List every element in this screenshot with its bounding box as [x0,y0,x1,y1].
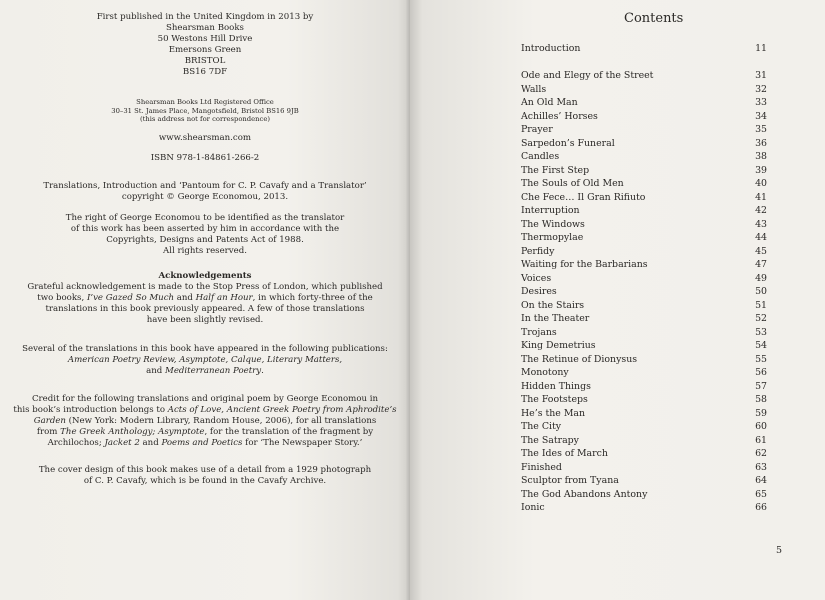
toc-entry-title: Ode and Elegy of the Street [521,70,654,81]
toc-entry-title: The God Abandons Antony [521,488,648,500]
cover-note: The cover design of this book makes use of a detail from a 1929 photograph of C. P. Cavafy, which is be found in the Cavafy Archive. [38,465,372,486]
toc-entry-page: 61 [755,434,767,446]
rights-notice: The right of George Economou to be identified as the translator of this work has been asserted by him in accordance with the Copyrights, Designs and Patents Act of 1988. All rights reserved. [65,213,345,256]
toc-entry-title: Prayer [521,124,553,135]
toc-entry-title: Desires [521,286,557,297]
toc-entry [521,205,767,218]
toc-entry-page: 60 [755,421,767,432]
toc-entry [521,138,767,151]
toc-entry-page: 11 [755,43,767,54]
toc-entry-title: The Ides of March [521,448,608,459]
toc-entry-title: The Souls of Old Men [521,178,624,189]
toc-entry [521,394,767,407]
toc-entry-title: He’s the Man [521,407,586,419]
office-block [0,98,410,124]
toc-entry-title: Sarpedon’s Funeral [521,137,615,149]
credits-note: Credit for the following translations and original poem by George Economou in this book’s introduction belongs to Acts of Love, Ancient Greek Poetry from Aphrodite’s Garden (New York: Modern Library, Random House, 2006), for all translations from The Greek Anthology; Asymptote, for the translation of the fragment by Archilochos; Jacket 2 and Poems and Poetics for ‘The Newspaper Story.’ [13,394,397,448]
toc-entry-page: 62 [755,448,767,459]
publisher-line: Shearsman Books [166,23,244,33]
publisher-line: Emersons Green [168,45,242,55]
toc-entry-page: 41 [755,191,767,203]
toc-entry-page: 49 [755,272,767,284]
toc-entry-page: 32 [755,83,767,95]
toc-entry [521,327,767,340]
toc-entry-title: Sculptor from Tyana [521,475,619,486]
left-page [0,0,410,600]
toc-entry [521,43,767,56]
toc-entry-title: Thermopylae [521,232,584,243]
toc-entry [521,232,767,245]
publisher-line: First published in the United Kingdom in 2013 by [96,12,314,22]
toc-entry-title: Waiting for the Barbarians [521,259,648,270]
toc-entry-title: Trojans [521,326,557,338]
office-line: Shearsman Books Ltd Registered Office [136,98,274,106]
toc-entry-page: 66 [755,502,767,513]
toc-entry-title: Che Fece… Il Gran Rifiuto [521,191,646,203]
toc-entry [521,421,767,434]
toc-entry-title: The First Step [521,164,590,176]
toc-entry-page: 59 [755,407,767,419]
toc-entry-page: 51 [755,299,767,311]
toc-entry-page: 45 [755,245,767,257]
toc-entry-page: 56 [755,367,767,378]
toc-entry-title: Walls [521,83,547,95]
toc-entry-title: The Footsteps [521,394,588,405]
toc-entry-page: 64 [755,475,767,486]
toc-entry-page: 43 [755,218,767,230]
toc-entry [521,462,767,475]
toc-entry [521,124,767,137]
toc-entry [521,489,767,502]
office-line: (this address not for correspondence) [139,115,271,124]
toc-entry [521,151,767,164]
toc-entry-page: 42 [755,205,767,216]
toc-entry [521,502,767,515]
toc-entry-page: 57 [755,380,767,392]
toc-entry-page: 65 [755,488,767,500]
office-line: 30–31 St. James Place, Mangotsfield, Bristol BS16 9JB [111,106,299,115]
toc-entry [521,219,767,232]
acknowledgements: Acknowledgements Grateful acknowledgement is made to the Stop Press of London, which published two books, I’ve Gazed So Much and Half an Hour, in which forty-three of the translations in this book previously appeared. A few of those translations have been slightly revised. [0,271,410,326]
toc-entry [521,246,767,259]
toc-entry-page: 38 [755,151,767,162]
toc-entry [521,178,767,191]
toc-entry-page: 39 [755,164,767,176]
toc-entry-title: Hidden Things [521,380,591,392]
publisher-line: BRISTOL [184,56,226,66]
toc-entry-title: Monotony [521,367,569,378]
toc-entry-page: 50 [755,286,767,297]
toc-entry-page: 34 [755,110,767,122]
toc-entry-page: 53 [755,326,767,338]
toc-entry [521,313,767,326]
toc-entry-page: 33 [755,97,767,108]
publisher-block [0,12,410,78]
publications-note: Several of the translations in this book have appeared in the following publications: American Poetry Review, Asymptote, Calque, Literary Matters, and Mediterranean Poetry. [22,344,388,376]
toc-entry-page: 52 [755,313,767,324]
toc-entry-title: Candles [521,151,560,162]
toc-entry [521,354,767,367]
toc-entry-title: The City [521,421,562,432]
toc-entry [521,273,767,286]
toc-entry-title: The Windows [521,218,585,230]
isbn: ISBN 978-1-84861-266-2 [150,153,260,163]
toc-entry-page: 47 [755,259,767,270]
toc-entry [521,111,767,124]
toc-entry [521,84,767,97]
toc-entry [521,70,767,83]
toc-entry [521,165,767,178]
toc-entry [521,97,767,110]
toc-entry [521,448,767,461]
toc-entry [521,286,767,299]
toc-entry-title: King Demetrius [521,340,596,351]
toc-entry-title: An Old Man [521,97,578,108]
toc-entry-title: Interruption [521,205,580,216]
toc-entry-page: 54 [755,340,767,351]
toc-entry-title: On the Stairs [521,299,585,311]
toc-entry [521,475,767,488]
toc-entry [521,408,767,421]
toc-entry-title: Perfidy [521,245,555,257]
toc-entry-page: 44 [755,232,767,243]
toc-entry [521,367,767,380]
publisher-line: 50 Westons Hill Drive [157,34,253,44]
toc-entry-title: Voices [521,272,552,284]
toc-entry-title: Achilles’ Horses [521,110,598,122]
toc-entry-title: In the Theater [521,313,590,324]
toc-entry-page: 58 [755,394,767,405]
acknowledgements-heading: Acknowledgements [158,271,252,281]
toc-entry-page: 55 [755,353,767,365]
toc-entry-title: Introduction [521,43,581,54]
website: www.shearsman.com [158,133,252,143]
toc-entry [521,340,767,353]
publisher-line: BS16 7DF [182,67,228,77]
toc-entry [521,435,767,448]
toc-entry-title: Finished [521,461,562,473]
toc-entry [521,192,767,205]
contents-title: Contents [624,11,684,26]
toc-entry-page: 36 [755,137,767,149]
toc-entry-page: 40 [755,178,767,189]
page-number: 5 [776,545,783,556]
toc-entry [521,300,767,313]
copyright-notice: Translations, Introduction and ‘Pantoum for C. P. Cavafy and a Translator’ copyright © George Economou, 2013. [43,181,367,202]
toc-entry-page: 35 [755,124,767,135]
toc-entry [521,381,767,394]
toc-entry-page: 63 [755,461,767,473]
toc-entry-title: The Retinue of Dionysus [521,353,638,365]
toc-entry [521,259,767,272]
toc-entry-title: The Satrapy [521,434,579,446]
toc-entry-page: 31 [755,70,767,81]
toc-entry-title: Ionic [521,502,545,513]
